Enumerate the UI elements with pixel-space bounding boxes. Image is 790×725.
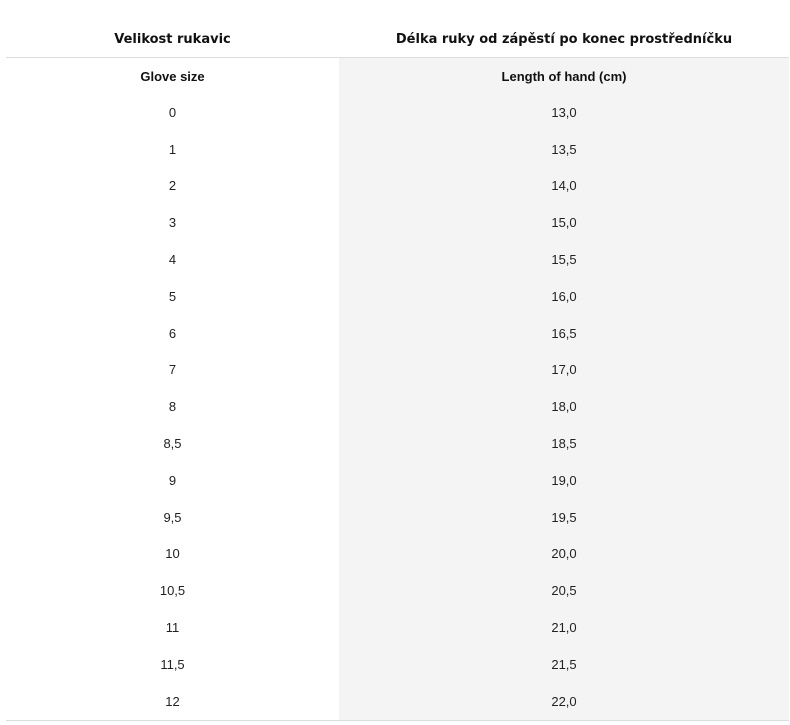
glove-size-cell: 10,5 [159, 583, 186, 599]
hand-length-cell: 18,0 [339, 388, 789, 425]
table-row [6, 388, 789, 425]
hand-length-cell: 13,5 [339, 131, 789, 168]
table-row [6, 94, 789, 131]
table-row [6, 499, 789, 536]
glove-size-cell: 1 [168, 141, 177, 157]
glove-size-table [6, 22, 789, 721]
table-row [6, 278, 789, 315]
glove-size-cell: 8,5 [163, 436, 182, 452]
table-row [6, 241, 789, 278]
table-row [6, 352, 789, 389]
hand-length-cell: 16,5 [339, 315, 789, 352]
glove-size-cell: 3 [168, 215, 177, 231]
table-row [6, 536, 789, 573]
hand-length-cell: 17,0 [339, 352, 789, 389]
table-row [6, 315, 789, 352]
table-body [6, 58, 789, 721]
hand-length-cell: 14,0 [339, 168, 789, 205]
header-glove-size-cz: Velikost rukavic [6, 22, 339, 58]
glove-size-cell: 11 [165, 620, 180, 636]
hand-length-cell: 15,0 [339, 204, 789, 241]
glove-size-cell: 9,5 [163, 509, 182, 525]
table-row [6, 204, 789, 241]
glove-size-cell: 6 [168, 325, 177, 341]
hand-length-cell: 20,5 [339, 572, 789, 609]
glove-size-cell: 9 [168, 472, 177, 488]
hand-length-cell: 19,0 [339, 462, 789, 499]
hand-length-cell: 21,5 [339, 646, 789, 683]
glove-size-cell: 7 [168, 362, 177, 378]
glove-size-cell: 5 [168, 288, 177, 304]
table-row [6, 462, 789, 499]
header-hand-length-cz: Délka ruky od zápěstí po konec prostředníčku [339, 22, 789, 58]
glove-size-cell: 2 [168, 178, 177, 194]
glove-size-cell: 10 [165, 546, 180, 562]
table-row [6, 646, 789, 683]
table-row [6, 572, 789, 609]
hand-length-cell: 20,0 [339, 536, 789, 573]
hand-length-cell: 19,5 [339, 499, 789, 536]
table-row [6, 168, 789, 205]
hand-length-cell: 22,0 [339, 683, 789, 720]
table-row [6, 609, 789, 646]
header-row-english [6, 58, 789, 95]
hand-length-cell: 15,5 [339, 241, 789, 278]
hand-length-cell: 21,0 [339, 609, 789, 646]
glove-size-cell: 8 [168, 399, 177, 415]
glove-size-cell: 11,5 [160, 656, 185, 672]
hand-length-cell: 16,0 [339, 278, 789, 315]
glove-size-cell: 4 [168, 252, 177, 268]
table-header [6, 22, 789, 58]
table-row [6, 683, 789, 720]
header-hand-length-en: Length of hand (cm) [339, 58, 789, 95]
table-row [6, 131, 789, 168]
header-row-czech [6, 22, 789, 58]
glove-size-cell: 0 [168, 104, 177, 120]
header-glove-size-en: Glove size [140, 68, 205, 84]
hand-length-cell: 18,5 [339, 425, 789, 462]
table-row [6, 425, 789, 462]
hand-length-cell: 13,0 [339, 94, 789, 131]
glove-size-cell: 12 [6, 683, 339, 720]
